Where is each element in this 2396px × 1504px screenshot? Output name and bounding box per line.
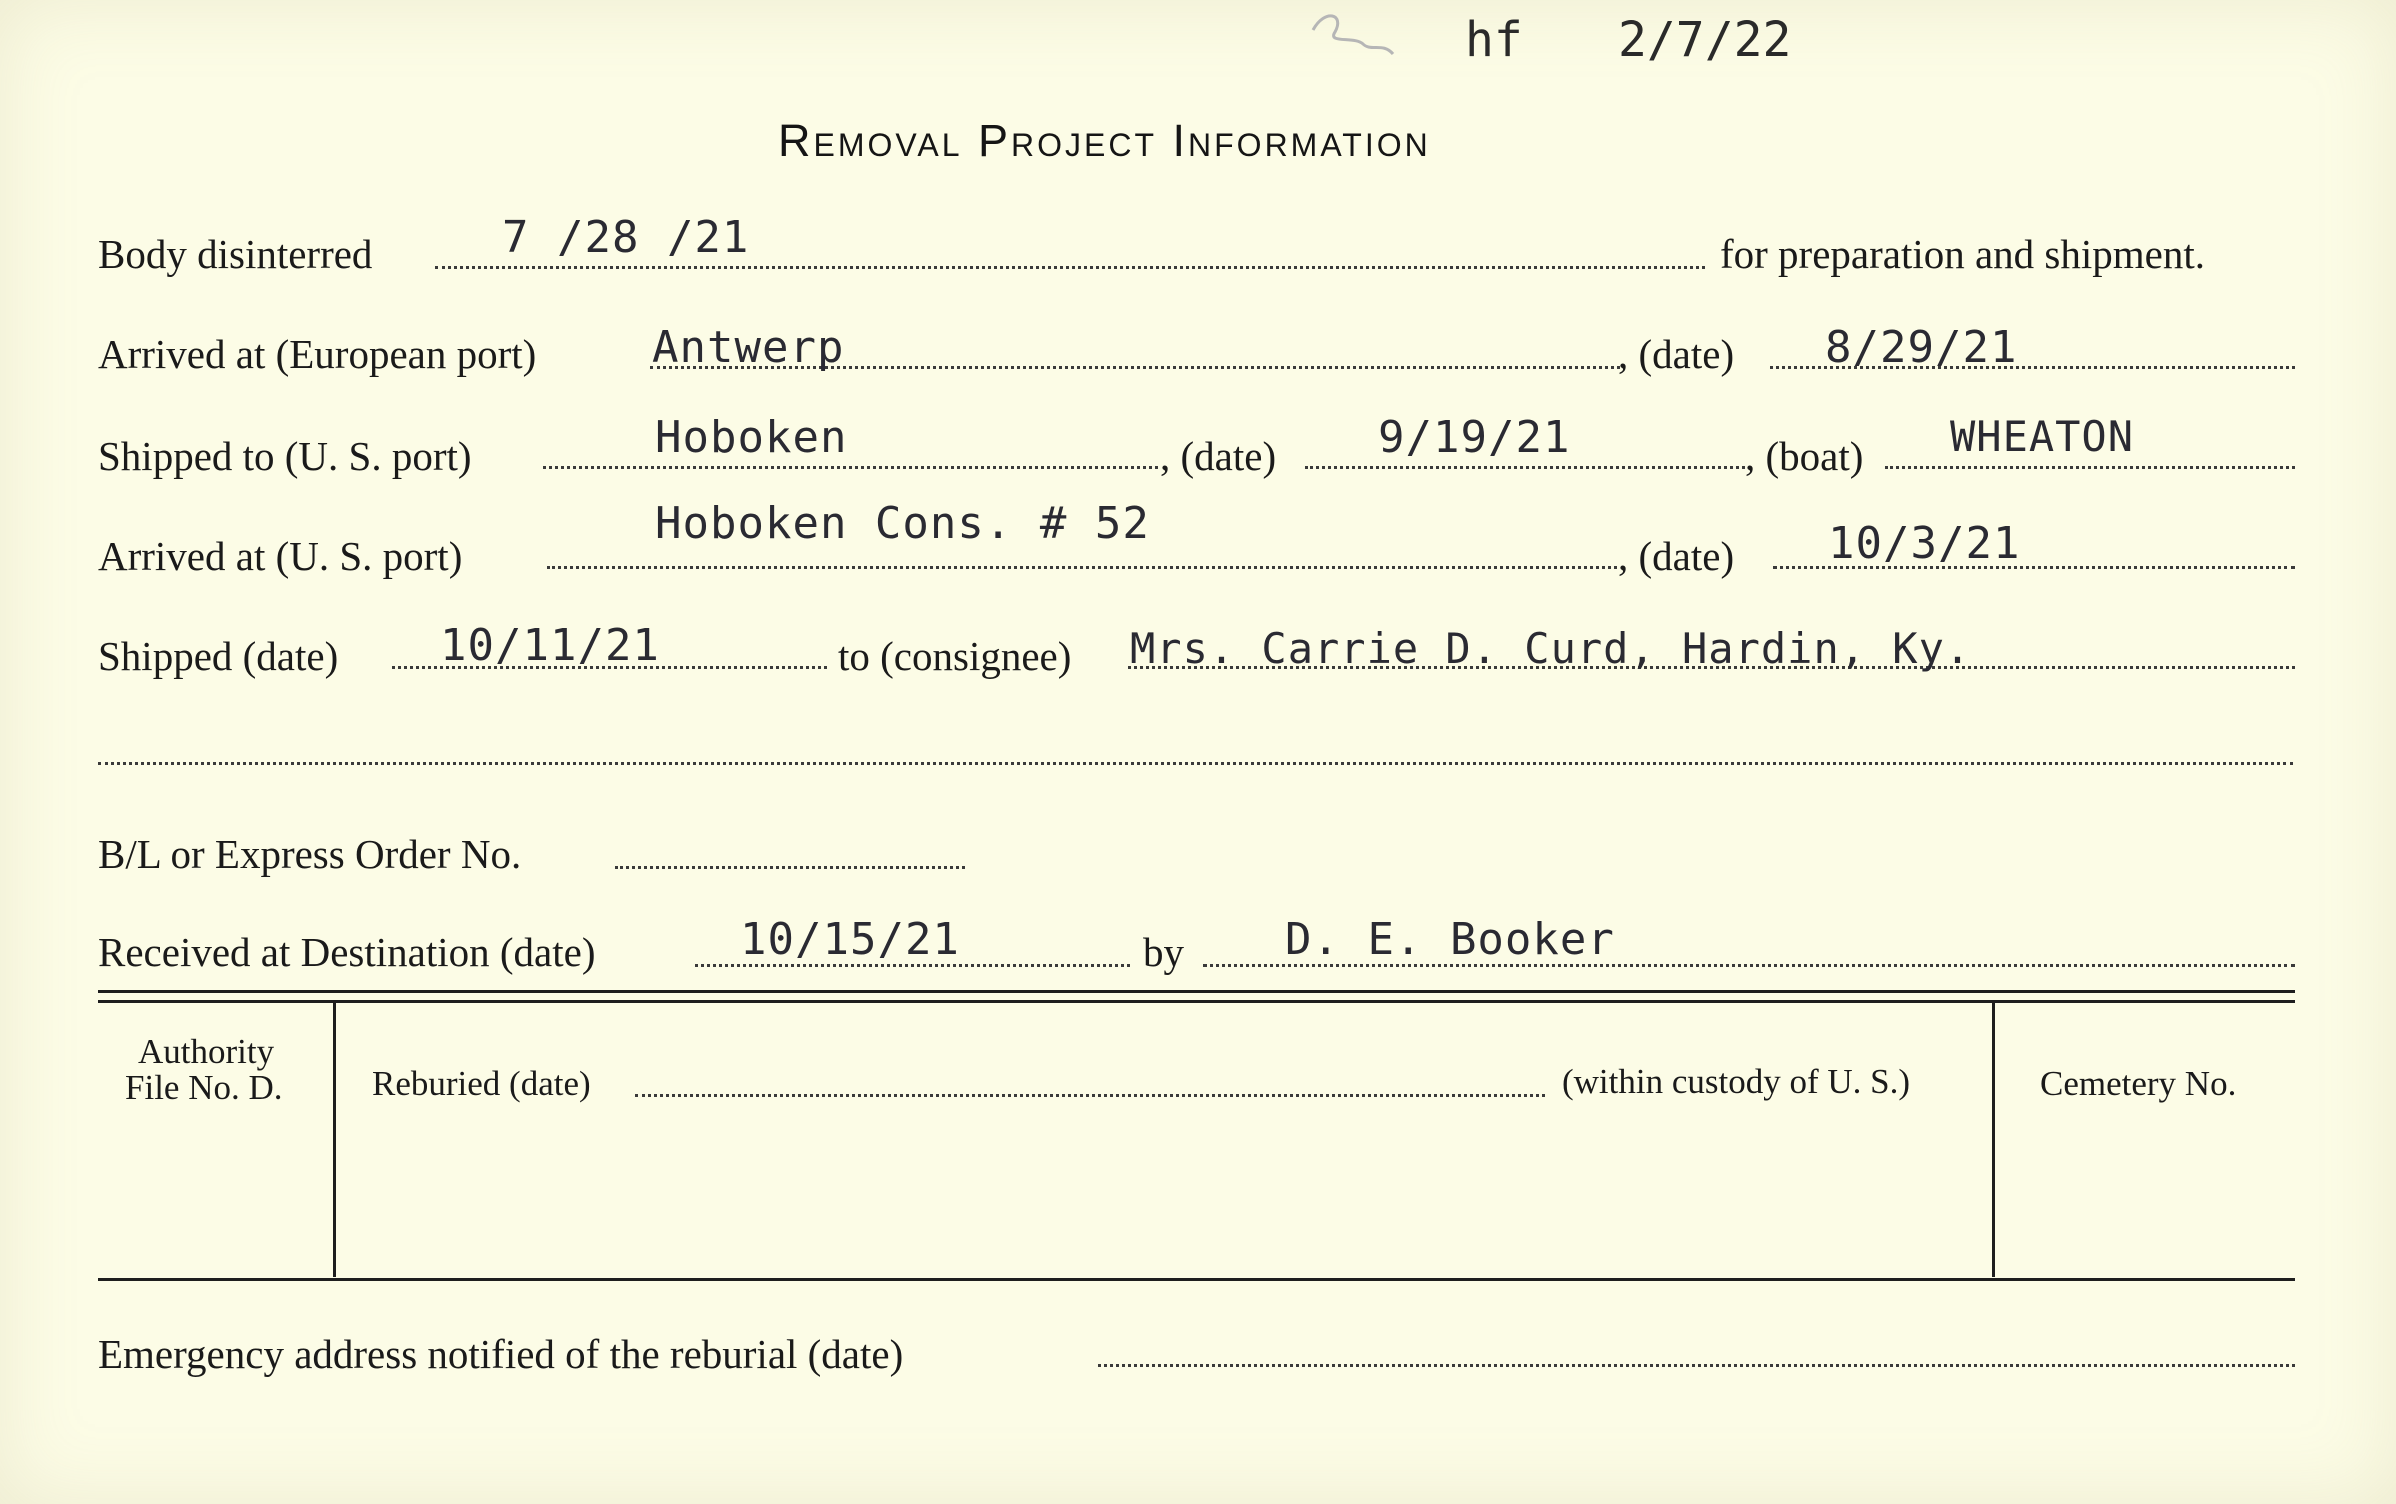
authority-label: Authority	[138, 1032, 275, 1071]
shipment-suffix: for preparation and shipment.	[1720, 231, 2206, 277]
double-rule-bottom	[98, 1000, 2295, 1003]
shipped-date: 10/11/21	[440, 620, 660, 671]
by-label: by	[1143, 929, 1184, 975]
bl-label: B/L or Express Order No.	[98, 831, 522, 877]
received-date: 10/15/21	[740, 914, 960, 965]
disinterred-value: 7 /28 /21	[502, 212, 750, 263]
header-initials: hf	[1465, 12, 1523, 68]
shipped-to-label: Shipped to (U. S. port)	[98, 433, 472, 479]
emergency-label: Emergency address notified of the reburial (date)	[98, 1331, 904, 1377]
shipped-to-value: Hoboken	[655, 412, 848, 463]
page-title: Removal Project Information	[778, 115, 1431, 166]
us-port-value: Hoboken Cons. # 52	[655, 498, 1150, 549]
shipped-to-date: 9/19/21	[1378, 412, 1571, 463]
received-label: Received at Destination (date)	[98, 929, 596, 975]
cemetery-label: Cemetery No.	[2040, 1064, 2237, 1103]
pencil-scribble-icon	[1305, 8, 1400, 68]
custody-label: (within custody of U. S.)	[1562, 1062, 1911, 1101]
reburied-label: Reburied (date)	[372, 1064, 591, 1103]
euro-port-date: 8/29/21	[1825, 322, 2018, 373]
shipped-to-date-label: , (date)	[1160, 433, 1277, 479]
table-divider-right	[1992, 1003, 1995, 1277]
shipped-to-boat-label: , (boat)	[1745, 433, 1864, 479]
header-date: 2/7/22	[1618, 12, 1792, 68]
table-bottom-rule	[98, 1278, 2295, 1281]
us-port-label: Arrived at (U. S. port)	[98, 533, 463, 579]
euro-port-date-label: , (date)	[1618, 331, 1735, 377]
table-divider-left	[333, 1003, 336, 1277]
us-port-date: 10/3/21	[1828, 518, 2021, 569]
blank-line	[98, 762, 2293, 765]
consignee-label: to (consignee)	[838, 633, 1072, 679]
shipped-to-boat: WHEATON	[1950, 412, 2135, 461]
euro-port-label: Arrived at (European port)	[98, 331, 537, 377]
received-by: D. E. Booker	[1285, 914, 1615, 965]
disinterred-label: Body disinterred	[98, 231, 373, 277]
consignee-value: Mrs. Carrie D. Curd, Hardin, Ky.	[1130, 624, 1972, 673]
euro-port-value: Antwerp	[652, 322, 845, 373]
double-rule-top	[98, 990, 2295, 993]
shipped-label: Shipped (date)	[98, 633, 339, 679]
file-no-label: File No. D.	[125, 1068, 283, 1107]
us-port-date-label: , (date)	[1618, 533, 1735, 579]
